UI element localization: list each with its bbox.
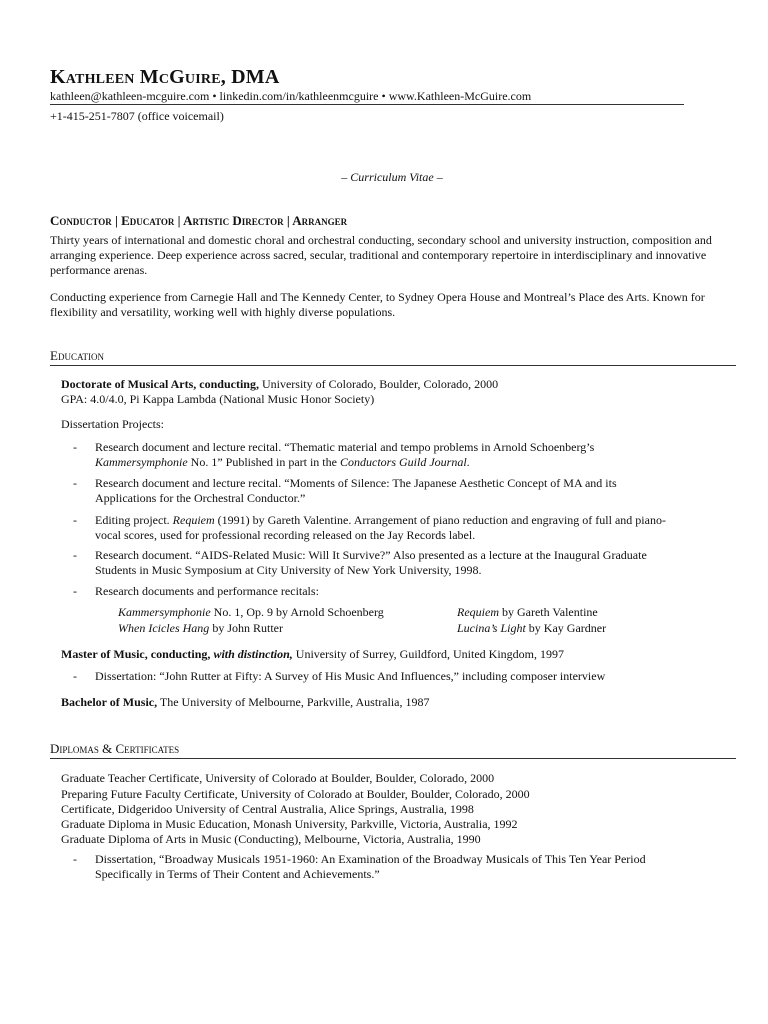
recital-item: Lucina’s Light by Kay Gardner (457, 621, 607, 635)
recital-item: When Icicles Hang by John Rutter (118, 621, 283, 635)
diploma-item: Certificate, Didgeridoo University of Central Australia, Alice Springs, Australia, 1998 (61, 802, 474, 816)
recital-item: Kammersymphonie No. 1, Op. 9 by Arnold Schoenberg (118, 605, 384, 619)
mm-entry: Master of Music, conducting, with distinction, University of Surrey, Guildford, United Kingdom, 1997 (61, 647, 564, 661)
header-divider (50, 104, 684, 105)
diplomas-heading: Diplomas & Certificates (50, 741, 180, 756)
summary-heading: Conductor | Educator | Artistic Director | Arranger (50, 213, 348, 228)
project-item-1: Research document and lecture recital. “Thematic material and tempo problems in Arnold Schoenberg’s Kammersymphonie No. 1” Published in part in the Conductors Guild Journal. (95, 440, 595, 469)
list-dash: - (73, 440, 77, 454)
dma-entry (61, 377, 731, 392)
diploma-item: Graduate Diploma in Music Education, Monash University, Parkville, Victoria, Australia, 1992 (61, 817, 518, 831)
project-item-3: Editing project. Requiem (1991) by Gareth Valentine. Arrangement of piano reduction and engraving of full and piano- vocal scores, used for professional recording released on the Jay Records label. (95, 513, 666, 542)
linkedin-link[interactable]: linkedin.com/in/kathleenmcguire (219, 89, 379, 103)
cv-title: – Curriculum Vitae – (341, 170, 443, 184)
phone-number: +1-415-251-7807 (office voicemail) (50, 109, 224, 123)
page-title: Kathleen McGuire, DMA (50, 66, 280, 88)
bm-entry: Bachelor of Music, The University of Melbourne, Parkville, Australia, 1987 (61, 695, 430, 709)
project-item-2: Research document and lecture recital. “Moments of Silence: The Japanese Aesthetic Concept of MA and its Applications for the Orchestral Conductor.” (95, 476, 617, 505)
project-item-4: Research document. “AIDS-Related Music: Will It Survive?” Also presented as a lecture at the Inaugural Graduate Students in Music Symposium at City University of New York University, 1998. (95, 548, 647, 577)
dma-degree: Doctorate of Musical Arts, conducting, (61, 377, 259, 391)
list-dash: - (73, 584, 77, 598)
website-link[interactable]: www.Kathleen-McGuire.com (388, 89, 532, 103)
education-heading: Education (50, 348, 104, 363)
separator-bullet: • (212, 89, 217, 103)
dma-gpa: GPA: 4.0/4.0, Pi Kappa Lambda (National Music Honor Society) (61, 392, 375, 406)
diplomas-divider (50, 758, 736, 759)
list-dash: - (73, 852, 77, 866)
mm-dissertation: Dissertation: “John Rutter at Fifty: A Survey of His Music And Influences,” including composer interview (95, 669, 606, 683)
diploma-item: Preparing Future Faculty Certificate, University of Colorado at Boulder, Boulder, Colorado, 2000 (61, 787, 530, 801)
dma-school: University of Colorado, Boulder, Colorado, 2000 (258, 377, 499, 391)
project-item-5: Research documents and performance recitals: (95, 584, 319, 598)
diploma-item: Graduate Teacher Certificate, University of Colorado at Boulder, Boulder, Colorado, 2000 (61, 771, 495, 785)
list-dash: - (73, 513, 77, 527)
diploma-dissertation: Dissertation, “Broadway Musicals 1951-1960: An Examination of the Broadway Musicals of This Ten Year Period Specifically in Terms of Their Content and Achievements.” (95, 852, 646, 881)
list-dash: - (73, 476, 77, 490)
summary-paragraph-2: Conducting experience from Carnegie Hall and The Kennedy Center, to Sydney Opera House and Montreal’s Place des Arts. Known for flexibility and versatility, working well with highly diverse populations. (50, 290, 705, 319)
dissertation-projects-label: Dissertation Projects: (61, 417, 164, 431)
diploma-item: Graduate Diploma of Arts in Music (Conducting), Melbourne, Victoria, Australia, 1990 (61, 832, 481, 846)
summary-paragraph-1: Thirty years of international and domestic choral and orchestral conducting, secondary school and university instruction, composition and arranging experience. Deep experience across sacred, secular, traditional and contemporary repertoire in interdisciplinary and innovative performance arenas. (50, 233, 712, 277)
contact-line (50, 89, 531, 104)
email-link[interactable]: kathleen@kathleen-mcguire.com (50, 89, 210, 103)
recital-item: Requiem by Gareth Valentine (457, 605, 598, 619)
list-dash: - (73, 669, 77, 683)
list-dash: - (73, 548, 77, 562)
separator-bullet: • (381, 89, 386, 103)
education-divider (50, 365, 736, 366)
